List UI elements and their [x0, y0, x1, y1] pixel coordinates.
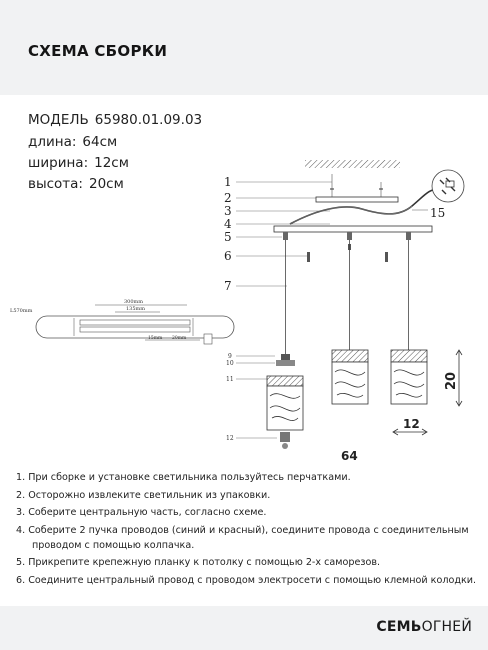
callout-6: 6: [224, 249, 232, 263]
callout-4: 4: [224, 217, 232, 231]
connector-detail: [432, 170, 464, 202]
spec-length: длина: 64см: [28, 134, 118, 150]
callout-10: 10: [226, 360, 234, 367]
height-value: 20: [444, 371, 459, 390]
spec-width: ширина: 12см: [28, 155, 129, 171]
length-value: 64: [341, 449, 358, 460]
callout-2: 2: [224, 191, 232, 205]
instruction-3: 3. Соберите центральную часть, согласно схеме.: [16, 507, 267, 518]
mounting-screws: [307, 244, 388, 262]
top-view-offset-b: 20mm: [172, 336, 187, 341]
top-view-span-outer: 300mm: [124, 299, 144, 305]
width-dimension: [393, 417, 427, 435]
mounting-bar: [274, 226, 432, 232]
length-dimension: [267, 449, 427, 460]
callout-9: 9: [228, 353, 232, 360]
callout-12: 12: [226, 435, 234, 442]
width-value: 12: [403, 417, 420, 431]
spec-model: МОДЕЛЬ 65980.01.09.03: [28, 112, 203, 128]
instruction-2: 2. Осторожно извлеките светильник из упаковки.: [16, 489, 271, 501]
instruction-5: 5. Прикрепите крепежную планку к потолку с помощью 2-х саморезов.: [16, 557, 381, 568]
lamp-shade-right: [391, 350, 427, 404]
top-view-side-label: L570mm: [10, 308, 33, 314]
power-cord: [290, 188, 440, 224]
spec-height: высота: 20см: [28, 176, 124, 192]
lamp-shade-left: [267, 354, 303, 449]
assembly-diagram: [0, 160, 488, 460]
ceiling-hatch: [305, 160, 400, 168]
top-view-offset-a: 15mm: [148, 336, 163, 341]
brand-logo: СЕМЬОГНЕЙ: [376, 619, 472, 635]
instruction-6: 6. Соедините центральный провод с проводом электросети с помощью клемной колодки.: [16, 574, 477, 586]
instruction-4: 4. Соберите 2 пучка проводов (синий и красный), соедините провода с соединительным проводом с помощью колпачка.: [16, 524, 469, 551]
ceiling-plate: [316, 197, 398, 202]
instruction-1: 1. При сборке и установке светильника пользуйтесь перчатками.: [16, 472, 351, 483]
suspension-cables: [286, 240, 409, 356]
instructions-list: [16, 470, 478, 590]
callout-7: 7: [224, 279, 232, 293]
footer-bar: [0, 606, 488, 650]
callout-11: 11: [226, 376, 234, 383]
callout-5: 5: [224, 230, 232, 244]
header-bar: [0, 0, 488, 95]
height-dimension: [444, 350, 462, 406]
top-view: [10, 299, 234, 344]
lamp-shade-middle: [332, 350, 368, 404]
callout-1: 1: [224, 175, 232, 189]
callout-15: 15: [430, 206, 446, 220]
page-title: СХЕМА СБОРКИ: [28, 42, 168, 60]
top-view-span-inner: 135mm: [126, 306, 146, 312]
callout-3: 3: [224, 204, 232, 218]
